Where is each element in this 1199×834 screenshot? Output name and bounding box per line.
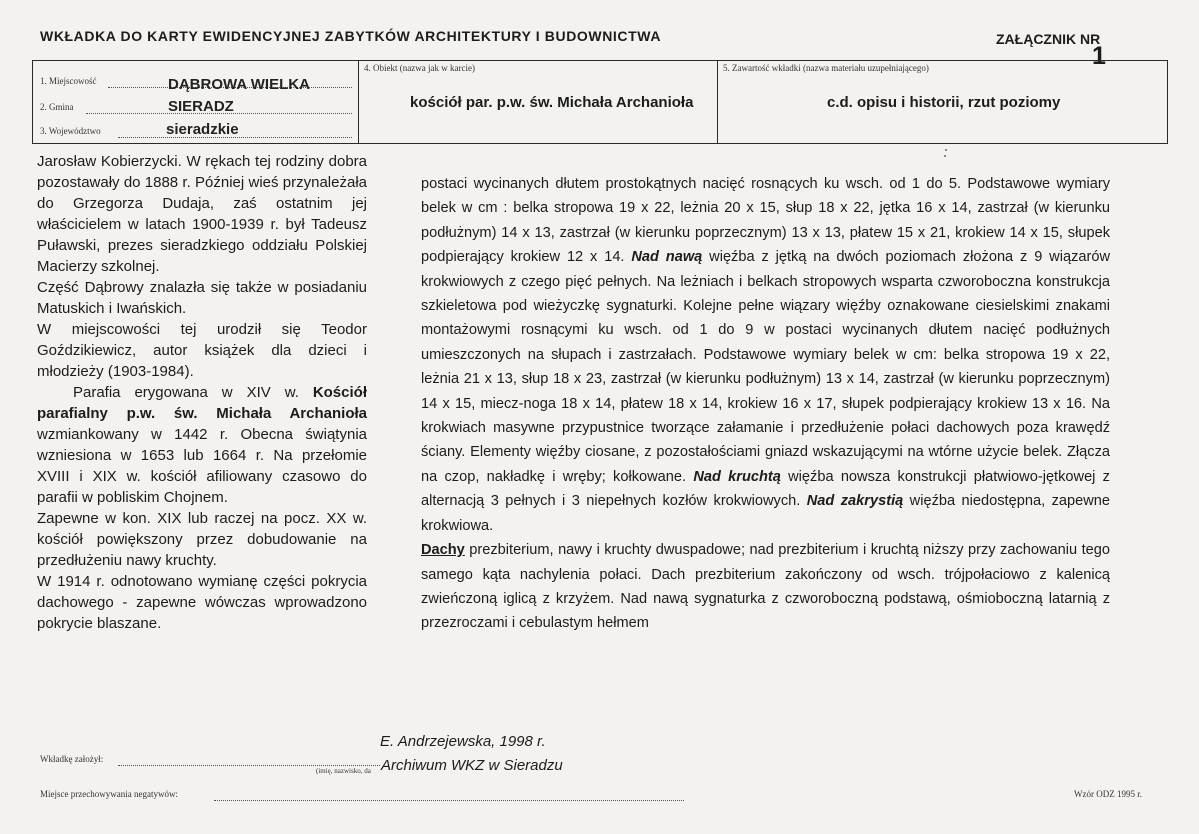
contents-value: c.d. opisu i historii, rzut poziomy [827,94,1061,111]
left-column-text [37,151,367,634]
church-name: Kościół parafialny p.w. św. Michała Archanioła [37,384,367,422]
form-pattern: Wzór ODZ 1995 r. [1074,789,1142,799]
attachment-label: ZAŁĄCZNIK NR [996,31,1101,47]
author-signature: E. Andrzejewska, 1998 r. [380,733,546,750]
paper-speck [945,149,947,151]
paragraph: Część Dąbrowy znalazła się także w posiadaniu Matuskich i Iwańskich. [37,279,367,317]
paragraph [421,538,1110,636]
text-run: prezbiterium, nawy i kruchty dwuspadowe; nad prezbiterium i kruchtą niższy przy zachowaniu tego samego kąta nachylenia połaci. Dach prezbiterium zakończony od wsch. trójpołaciowo z kalenicą zwieńczoną iglicą z krzyżem. Nad nawą sygnaturka z czworoboczną podstawą, ośmioboczną latarnią z przezroczami i cebulastym hełmem [421,542,1110,632]
locality-value: DĄBROWA WIELKA [168,76,310,93]
text-run: postaci wycinanych dłutem prostokątnych nacięć rosnących ku wsch. od 1 do 5. Podstawowe wymiary belek w cm : belka stropowa 19 x 22, leżnia 20 x 15, słup 18 x 22, jętka 16 x 14, zastrzał (w kierunku podłużnym) 14 x 13, zastrzał (w kierunku poprzecznym) 13 x 13, płatew 15 x 21, krokiew 14 x 15, słupek podpierający krokiew 12 x 14. [421,176,1110,266]
section-heading: Dachy [421,542,465,559]
header-divider [358,60,359,144]
locality-label: 1. Miejscowość [40,76,97,86]
contents-label: 5. Zawartość wkładki (nazwa materiału uzupełniającego) [723,63,929,73]
commune-label: 2. Gmina [40,102,74,112]
commune-value: SIERADZ [168,98,234,115]
paragraph: W 1914 r. odnotowano wymianę części pokrycia dachowego - zapewne wówczas wprowadzono pokrycie blaszane. [37,573,367,632]
text-run: Parafia erygowana w XIV w. [73,384,313,401]
text-run: wzmiankowany w 1442 r. Obecna świątynia wzniesiona w 1653 lub 1664 r. Na przełomie XVIII i XIX w. kościół afiliowany czasowo do parafii w pobliskim Chojnem. [37,426,367,506]
paper-speck [944,155,946,157]
name-hint: (imię, nazwisko, da [316,767,371,775]
negatives-label: Miejsce przechowywania negatywów: [40,789,178,799]
section-heading: Nad nawą [631,249,703,266]
object-value: kościół par. p.w. św. Michała Archanioła [410,94,694,111]
attachment-number: 1 [1092,42,1106,70]
section-heading: Nad kruchtą [693,468,781,485]
archive-stamp: Archiwum WKZ w Sieradzu [381,757,563,774]
right-column-text [421,172,1110,636]
header-divider [717,60,718,144]
prepared-by-label: Wkładkę założył: [40,754,104,764]
voivodeship-label: 3. Województwo [40,126,101,136]
text-run: więźba nowsza konstrukcji płatwiowo-jętkowej z alternacją 3 pełnych i 3 niepełnych kozłów krokwiowych. [421,468,1110,510]
text-run: więźba z jętką na dwóch poziomach złożona z 9 wiązarów krokwiowych z czego pięć pełnych. Na leżniach i belkach stropowych wsparta czworoboczna konstrukcja szkieletowa pod wieżyczkę sygnaturki. Kolejne pełne wiązary więźby oznakowane ciesielskimi znakami montażowymi rosnącymi ku wsch. od 1 do 9 w postaci wycinanych dłutem nacięć podłużnych umieszczonych na słupach i zastrzałach. Podstawowe wymiary belek w cm: belka stropowa 19 x 22, leżnia 21 x 13, słup 18 x 23, zastrzał (w kierunku podłużnym) 13 x 14, zastrzał (w kierunku poprzecznym) 14 x 15, miecz-noga 18 x 14, płatew 18 x 14, krokiew 16 x 17, słupek podpierający krokiew 13 x 16. Na krokwiach masywne przypustnice tworzące załamanie i przedłużenie połaci dachowych poza krawędź ściany. Elementy więźby ciosane, z pozostałościami gniazd wskazującymi na wtórne użycie belek. Złącza na czop, nakładkę i wręby; kołkowane. [421,249,1111,485]
text-run: więźba niedostępna, zapewne krokwiowa. [421,493,1110,534]
object-label: 4. Obiekt (nazwa jak w karcie) [364,63,475,73]
paragraph [421,172,1110,538]
paragraph: Zapewne w kon. XIX lub raczej na pocz. XX w. kościół powiększony przez dobudowanie na przedłużeniu nawy kruchty. [37,510,367,569]
paragraph [37,382,367,508]
prepared-by-dots [118,765,380,766]
section-heading: Nad zakrystią [806,493,904,510]
paragraph: Jarosław Kobierzycki. W rękach tej rodziny dobra pozostawały do 1888 r. Później wieś przynależała do Grzegorza Dudaja, zaś ostatnim jej właścicielem w latach 1900-1939 r. był Tadeusz Puławski, prezes sieradzkiego oddziału Polskiej Macierzy szkolnej. [37,153,367,275]
form-title: WKŁADKA DO KARTY EWIDENCYJNEJ ZABYTKÓW ARCHITEKTURY I BUDOWNICTWA [40,28,662,44]
paragraph: W miejscowości tej urodził się Teodor Goździkiewicz, autor książek dla dzieci i młodzieży (1903-1984). [37,321,367,380]
negatives-dots [214,800,684,801]
voivodeship-value: sieradzkie [166,121,239,138]
